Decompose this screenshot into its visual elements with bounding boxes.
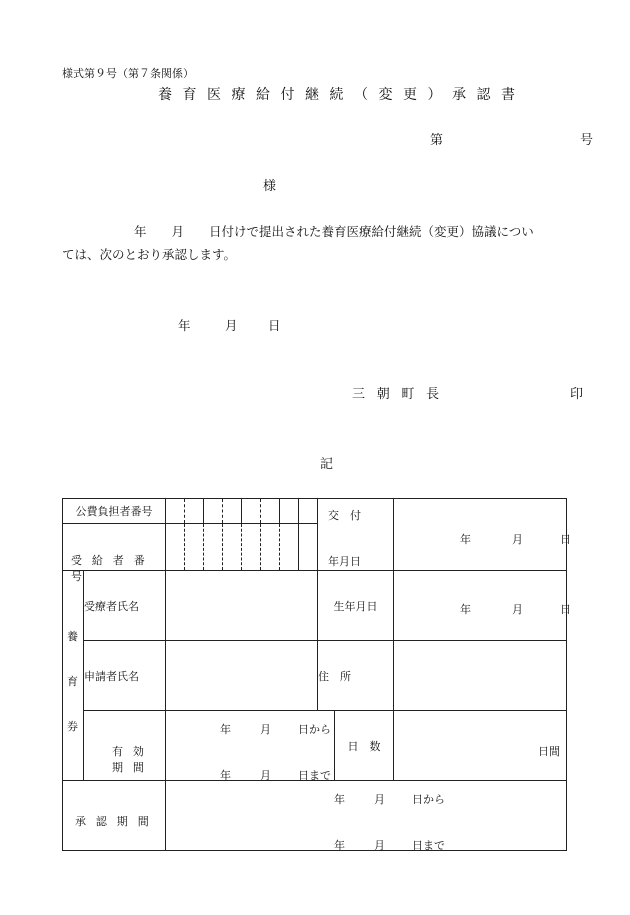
side-label-3: 券 [67, 720, 78, 733]
document-title: 養育医療給付継続（変更）承認書 [158, 87, 526, 103]
issue-year: 年 [460, 533, 472, 546]
side-label-2: 育 [67, 675, 78, 688]
side-label-1: 養 [67, 630, 78, 643]
signer-name: 三朝町長 [352, 387, 451, 402]
issue-day: 日 [560, 533, 572, 546]
valid-period-label [84, 711, 166, 781]
number-go: 号 [580, 133, 594, 148]
recipient-number-text: 受給者番号 [71, 554, 155, 583]
address-label: 住 所 [318, 641, 394, 711]
payer-number-label: 公費負担者番号 [63, 499, 166, 524]
ki-heading: 記 [320, 457, 334, 472]
valid-to-month: 月 [260, 769, 271, 782]
address-field[interactable] [394, 641, 567, 711]
issue-date-value[interactable] [394, 499, 572, 571]
recipient-number-label [63, 524, 166, 583]
approval-from-day: 日から [412, 793, 445, 806]
valid-period-text: 有効期間 [112, 745, 154, 774]
date-month: 月 [225, 318, 238, 333]
date-year: 年 [178, 318, 191, 333]
recipient-number-boxes[interactable] [166, 524, 318, 571]
issue-label-bottom: 年月日 [328, 555, 361, 568]
valid-from-year: 年 [220, 723, 231, 736]
body-line-2: ては、次のとおり承認します。 [62, 247, 237, 262]
birth-day: 日 [560, 603, 572, 616]
approval-to-month: 月 [374, 839, 385, 852]
birth-date-field[interactable] [394, 571, 572, 641]
approval-to-day: 日まで [412, 839, 445, 852]
issue-month: 月 [512, 533, 524, 546]
birth-month: 月 [512, 603, 524, 616]
valid-period-field[interactable] [166, 711, 335, 781]
birth-year: 年 [460, 603, 472, 616]
issue-date-label [318, 499, 394, 571]
approval-from-year: 年 [334, 793, 345, 806]
birth-date-label: 生年月日 [318, 571, 394, 641]
valid-from-day: 日から [298, 723, 331, 736]
seal-mark: 印 [570, 387, 584, 402]
addressee-sama: 様 [263, 179, 277, 194]
approval-period-text: 承認期間 [75, 815, 159, 828]
form-number: 様式第９号（第７条関係） [62, 67, 194, 80]
approval-period-field[interactable] [166, 781, 567, 851]
valid-to-year: 年 [220, 769, 231, 782]
payer-number-boxes[interactable] [166, 499, 318, 524]
days-label: 日 数 [335, 711, 394, 781]
approval-period-label [63, 781, 166, 851]
applicant-name-field[interactable] [166, 641, 318, 711]
days-unit: 日間 [538, 745, 561, 758]
body-line-1: 年 月 日付けで提出された養育医療給付継続（変更）協議につい [134, 224, 534, 239]
approval-to-year: 年 [334, 839, 345, 852]
approval-from-month: 月 [374, 793, 385, 806]
valid-from-month: 月 [260, 723, 271, 736]
number-dai: 第 [430, 133, 444, 148]
patient-name-field[interactable] [166, 571, 318, 641]
side-label-cell [63, 571, 84, 781]
date-day: 日 [268, 318, 281, 333]
applicant-name-label: 申請者氏名 [84, 641, 166, 711]
days-field[interactable] [394, 711, 567, 781]
valid-to-day: 日まで [298, 769, 331, 782]
issue-label-top: 交 付 [328, 509, 361, 522]
info-table [62, 498, 572, 852]
patient-name-label: 受療者氏名 [84, 571, 166, 641]
